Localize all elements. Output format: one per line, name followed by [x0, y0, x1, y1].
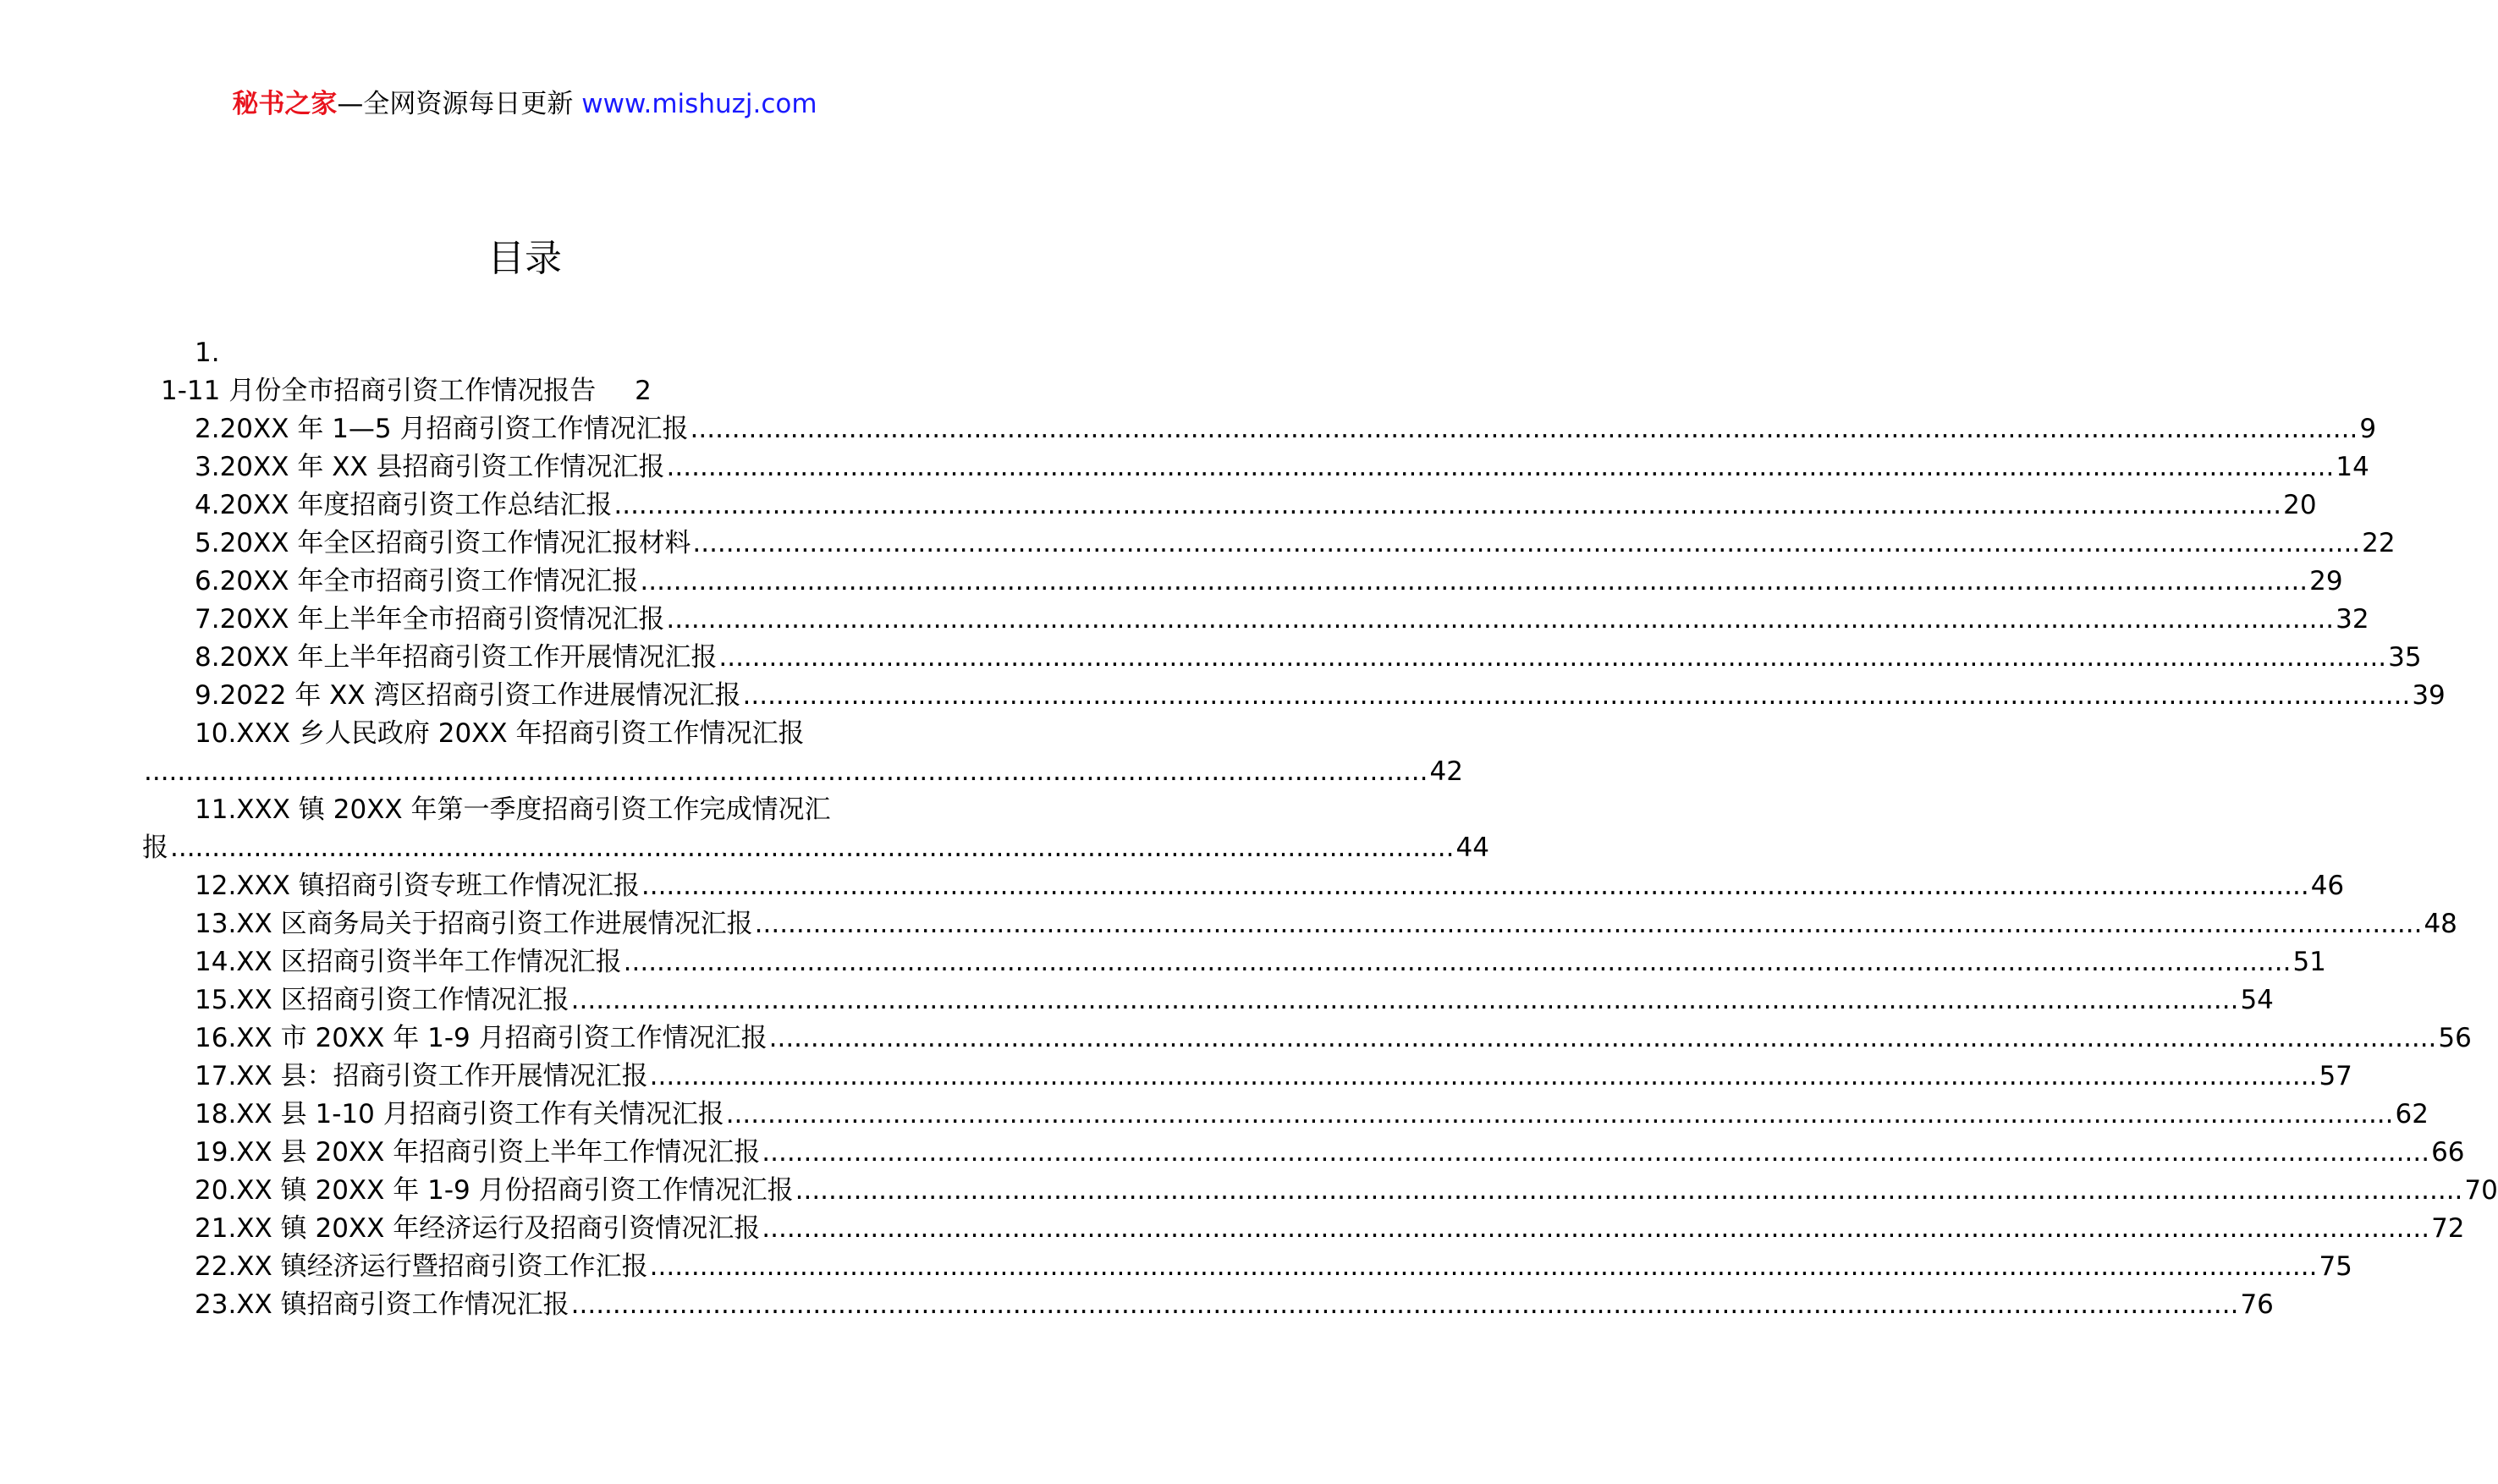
- toc-leader: ........................................................................................................................................................................................................: [762, 1137, 2430, 1168]
- toc-leader: ..........................................................................................................................................................: [144, 756, 1428, 787]
- toc-item-label: 17.XX 县：招商引资工作开展情况汇报: [195, 1061, 648, 1091]
- toc-item-label: 9.2022 年 XX 湾区招商引资工作进展情况汇报: [195, 680, 741, 711]
- toc-leader: ........................................................................................................................................................................................................: [666, 604, 2335, 635]
- toc-leader: ........................................................................................................................................................................................................: [754, 909, 2423, 939]
- toc-item-label: 4.20XX 年度招商引资工作总结汇报: [195, 490, 613, 520]
- toc-item-label: 5.20XX 年全区招商引资工作情况汇报材料: [195, 528, 691, 558]
- toc-group-b: [157, 867, 2498, 1324]
- toc-item-label: 12.XXX 镇招商引资专班工作情况汇报: [195, 871, 640, 901]
- toc-item-11-continuation[interactable]: [142, 829, 1489, 867]
- toc-leader: ........................................................................................................................................................................................................: [666, 452, 2335, 482]
- toc-item-label: 13.XX 区商务局关于招商引资工作进展情况汇报: [195, 909, 753, 939]
- toc-leader: ........................................................................................................................................................................................................: [570, 1289, 2239, 1320]
- site-link[interactable]: www.mishuzj.com: [581, 89, 817, 119]
- toc-item-page: 56: [2438, 1023, 2472, 1053]
- toc-item[interactable]: [157, 1286, 2274, 1324]
- toc-item-page: 46: [2310, 871, 2345, 901]
- toc-leader: ........................................................................................................................................................................................................: [718, 642, 2387, 673]
- toc-item-page: 54: [2240, 985, 2274, 1015]
- toc-group-a: [157, 410, 2446, 715]
- toc-item-page: 39: [2412, 680, 2446, 711]
- toc-item-page: 51: [2292, 947, 2326, 977]
- toc-item-label: 8.20XX 年上半年招商引资工作开展情况汇报: [195, 642, 718, 673]
- toc-item-label: 2.20XX 年 1—5 月招商引资工作情况汇报: [195, 414, 689, 444]
- toc-item-page: 9: [2359, 414, 2377, 444]
- toc-leader: ........................................................................................................................................................................................................: [725, 1099, 2394, 1129]
- toc-item[interactable]: [157, 1096, 2429, 1134]
- toc-item[interactable]: [157, 1020, 2472, 1058]
- toc-item[interactable]: [157, 905, 2457, 943]
- toc-item[interactable]: [157, 601, 2369, 639]
- toc-item-1[interactable]: [157, 372, 884, 410]
- toc-item[interactable]: [157, 563, 2343, 601]
- toc-item-label: 15.XX 区招商引资工作情况汇报: [195, 985, 569, 1015]
- toc-leader: ........................................................................................................................................................................................................: [742, 680, 2411, 711]
- toc-leader: ........................................................................................................................................................................................................: [570, 985, 2239, 1015]
- toc-item-label: 11.XXX 镇 20XX 年第一季度招商引资工作完成情况汇: [195, 794, 831, 825]
- toc-item-page: 2: [635, 376, 652, 406]
- toc-item-page: 72: [2431, 1213, 2465, 1244]
- toc-item-10-continuation[interactable]: [142, 753, 1463, 791]
- toc-item[interactable]: [157, 1210, 2465, 1248]
- toc-item-10[interactable]: [157, 715, 884, 753]
- toc-leader: ........................................................................................................................................................................................................: [768, 1023, 2437, 1053]
- toc-item[interactable]: [157, 1134, 2465, 1172]
- header-tagline: —全网资源每日更新: [337, 89, 582, 119]
- toc-item[interactable]: [157, 525, 2396, 563]
- site-header: [0, 87, 1049, 121]
- toc-leader: ........................................................................................................................................................................................................: [690, 414, 2358, 444]
- toc-item-page: 32: [2336, 604, 2369, 635]
- toc-item-page: 22: [2362, 528, 2396, 558]
- toc-item-label: 21.XX 镇 20XX 年经济运行及招商引资情况汇报: [195, 1213, 761, 1244]
- toc-item-label: 7.20XX 年上半年全市招商引资情况汇报: [195, 604, 665, 635]
- toc-item[interactable]: [157, 943, 2326, 981]
- toc-leader: ........................................................................................................................................................................................................: [640, 566, 2308, 596]
- toc-leader: ........................................................................................................................................................................................................: [641, 871, 2309, 901]
- toc-item-page: 44: [1455, 833, 1489, 863]
- toc-item-page: 75: [2319, 1251, 2352, 1282]
- toc-item-page: 20: [2283, 490, 2317, 520]
- toc-leader: ........................................................................................................................................................................................................: [613, 490, 2282, 520]
- toc-leader: ..........................................................................................................................................................: [170, 833, 1455, 863]
- toc-item[interactable]: [157, 677, 2446, 715]
- toc-item[interactable]: [157, 1172, 2498, 1210]
- toc-item-page: 35: [2388, 642, 2422, 673]
- toc-item-page: 29: [2309, 566, 2343, 596]
- toc-item[interactable]: [157, 410, 2377, 448]
- toc-item-page: 76: [2240, 1289, 2274, 1320]
- toc-item-page: 48: [2424, 909, 2457, 939]
- toc-item[interactable]: [157, 486, 2317, 525]
- toc-item-label: 6.20XX 年全市招商引资工作情况汇报: [195, 566, 639, 596]
- toc-leader: ........................................................................................................................................................................................................: [762, 1213, 2430, 1244]
- brand-name: 秘书之家: [232, 89, 338, 119]
- toc-leader: ........................................................................................................................................................................................................: [649, 1251, 2318, 1282]
- toc-item[interactable]: [157, 867, 2345, 905]
- toc-item-page: 62: [2395, 1099, 2429, 1129]
- toc-leader: ........................................................................................................................................................................................................: [649, 1061, 2318, 1091]
- toc-item-page: 66: [2431, 1137, 2465, 1168]
- toc-item-label: 19.XX 县 20XX 年招商引资上半年工作情况汇报: [195, 1137, 761, 1168]
- toc-item-label: 20.XX 镇 20XX 年 1-9 月份招商引资工作情况汇报: [195, 1175, 794, 1206]
- toc-item[interactable]: [157, 448, 2369, 486]
- toc-item-label: 10.XXX 乡人民政府 20XX 年招商引资工作情况汇报: [195, 718, 805, 749]
- toc-leader: ........................................................................................................................................................................................................: [795, 1175, 2463, 1206]
- toc-item[interactable]: [157, 1058, 2352, 1096]
- page-title: 目录: [487, 237, 562, 280]
- toc-leader: ........................................................................................................................................................................................................: [692, 528, 2361, 558]
- toc-item-label: 22.XX 镇经济运行暨招商引资工作汇报: [195, 1251, 648, 1282]
- toc-item-label: 报: [142, 833, 168, 863]
- toc-item-label: 14.XX 区招商引资半年工作情况汇报: [195, 947, 622, 977]
- toc-item-page: 70: [2464, 1175, 2498, 1206]
- toc-item-label: 3.20XX 年 XX 县招商引资工作情况汇报: [195, 452, 665, 482]
- toc-item-1-number: 1.: [195, 338, 220, 368]
- toc-item-11[interactable]: [157, 791, 884, 829]
- toc-item-label: 1-11 月份全市招商引资工作情况报告: [161, 376, 597, 406]
- toc-item-page: 42: [1429, 756, 1463, 787]
- toc-item[interactable]: [157, 639, 2422, 677]
- toc-leader: ........................................................................................................................................................................................................: [623, 947, 2292, 977]
- toc-item-label: 23.XX 镇招商引资工作情况汇报: [195, 1289, 569, 1320]
- toc-item-label: 18.XX 县 1-10 月招商引资工作有关情况汇报: [195, 1099, 724, 1129]
- toc-item-label: 16.XX 市 20XX 年 1-9 月招商引资工作情况汇报: [195, 1023, 768, 1053]
- toc-item-page: 14: [2336, 452, 2369, 482]
- table-of-contents: [142, 334, 2498, 1324]
- toc-item[interactable]: [157, 981, 2274, 1020]
- toc-item-page: 57: [2319, 1061, 2352, 1091]
- toc-item[interactable]: [157, 1248, 2352, 1286]
